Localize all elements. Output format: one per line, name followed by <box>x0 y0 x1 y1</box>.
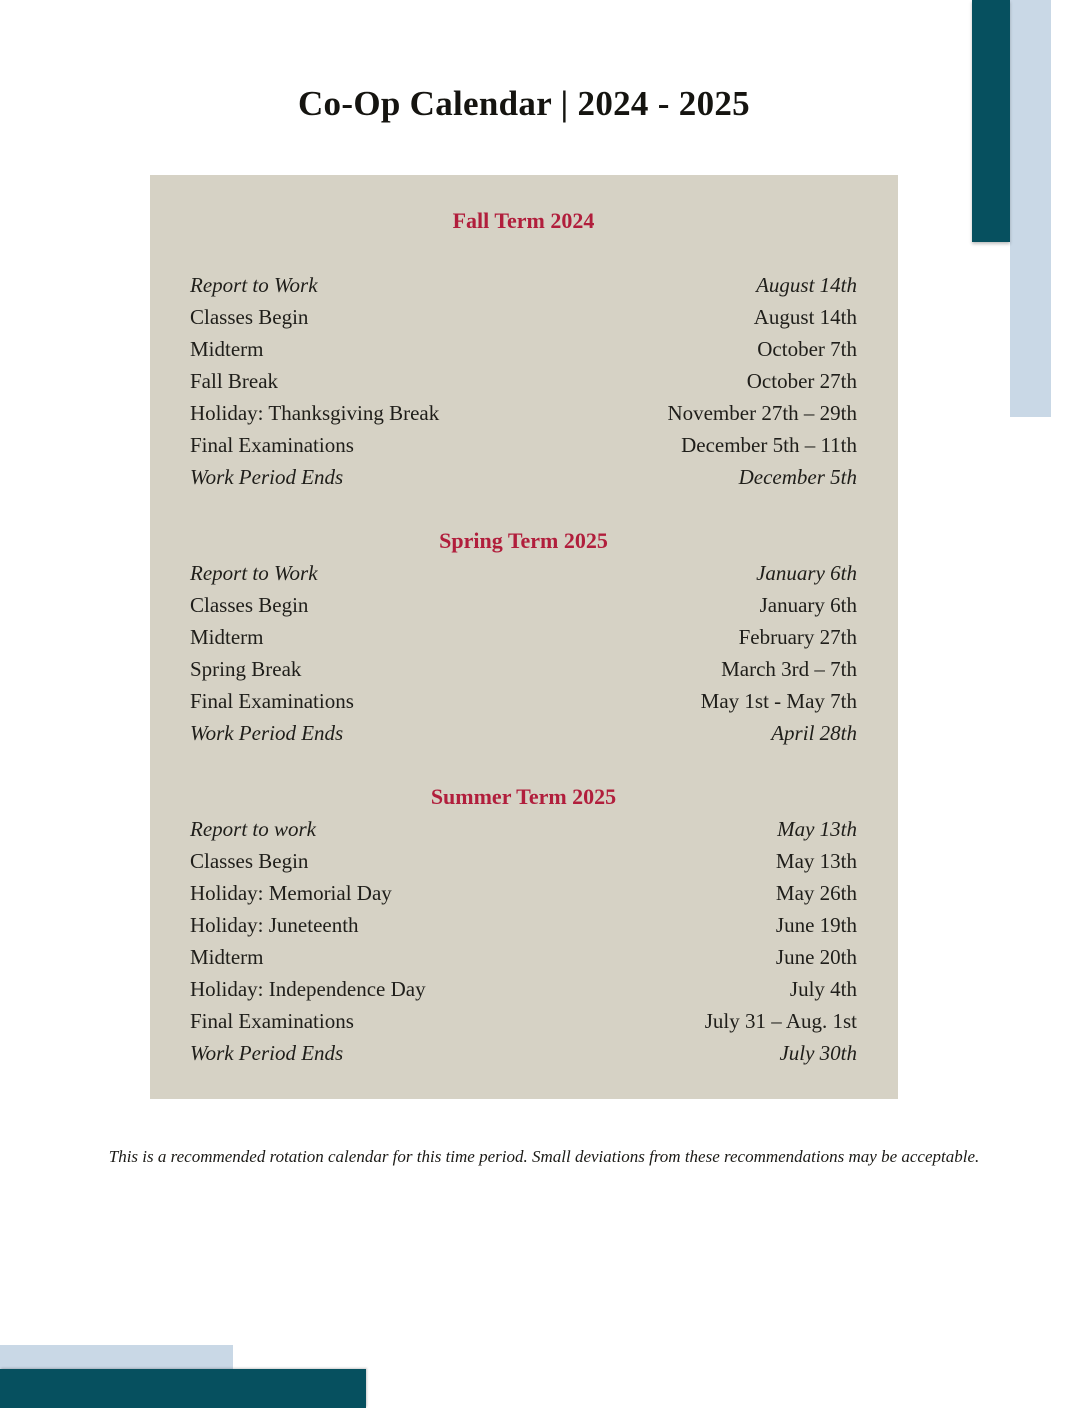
event-row <box>190 621 857 653</box>
term-rows <box>190 557 857 749</box>
event-label: Holiday: Independence Day <box>190 977 426 1001</box>
event-date: January 6th <box>756 561 857 585</box>
event-date: January 6th <box>759 593 857 617</box>
event-label: Midterm <box>190 337 264 361</box>
top-right-teal-bar <box>972 0 1010 242</box>
event-date: February 27th <box>738 625 857 649</box>
page-title: Co-Op Calendar | 2024 - 2025 <box>297 84 750 123</box>
bottom-left-teal-bar <box>0 1369 366 1408</box>
event-date: November 27th – 29th <box>667 401 857 425</box>
footnote: This is a recommended rotation calendar for this time period. Small deviations from these recommendations may be acceptable. <box>108 1147 980 1166</box>
event-date: June 20th <box>775 945 857 969</box>
event-date: October 27th <box>746 369 857 393</box>
event-row <box>190 973 857 1005</box>
event-label: Spring Break <box>190 657 302 681</box>
event-date: December 5th – 11th <box>681 433 857 457</box>
event-date: May 13th <box>775 849 857 873</box>
event-row <box>190 461 857 493</box>
event-label: Report to Work <box>190 561 318 585</box>
event-date: August 14th <box>753 305 857 329</box>
event-label: Work Period Ends <box>190 465 344 489</box>
event-date: July 4th <box>789 977 857 1001</box>
event-label: Classes Begin <box>190 305 309 329</box>
term-heading: Spring Term 2025 <box>439 528 608 553</box>
event-label: Classes Begin <box>190 593 309 617</box>
event-label: Fall Break <box>190 369 279 393</box>
event-label: Final Examinations <box>190 689 354 713</box>
term-rows <box>190 813 857 1069</box>
event-row <box>190 813 857 845</box>
term-heading: Summer Term 2025 <box>430 784 617 809</box>
event-row <box>190 717 857 749</box>
event-date: August 14th <box>756 273 857 297</box>
calendar-panel <box>150 175 898 1099</box>
event-label: Final Examinations <box>190 433 354 457</box>
event-date: July 31 – Aug. 1st <box>704 1009 857 1033</box>
event-label: Report to Work <box>190 273 318 297</box>
event-date: May 26th <box>775 881 857 905</box>
event-row <box>190 557 857 589</box>
event-date: May 1st - May 7th <box>700 689 857 713</box>
event-row <box>190 269 857 301</box>
event-label: Holiday: Memorial Day <box>190 881 392 905</box>
event-row <box>190 685 857 717</box>
event-label: Work Period Ends <box>190 1041 344 1065</box>
term-heading: Fall Term 2024 <box>452 208 595 233</box>
event-row <box>190 941 857 973</box>
event-row <box>190 909 857 941</box>
event-row <box>190 365 857 397</box>
event-label: Holiday: Juneteenth <box>190 913 359 937</box>
event-label: Work Period Ends <box>190 721 344 745</box>
term-rows <box>190 269 857 493</box>
term-section-fall-term-2024 <box>190 205 857 493</box>
event-label: Midterm <box>190 945 264 969</box>
event-row <box>190 589 857 621</box>
event-date: June 19th <box>775 913 857 937</box>
event-date: May 13th <box>777 817 857 841</box>
event-date: October 7th <box>757 337 857 361</box>
event-label: Holiday: Thanksgiving Break <box>190 401 440 425</box>
event-label: Classes Begin <box>190 849 309 873</box>
event-date: March 3rd – 7th <box>721 657 857 681</box>
term-section-summer-term-2025 <box>190 781 857 1069</box>
event-label: Final Examinations <box>190 1009 354 1033</box>
term-section-spring-term-2025 <box>190 525 857 749</box>
event-label: Report to work <box>190 817 316 841</box>
event-row <box>190 301 857 333</box>
bottom-left-light-blue-bar <box>0 1345 233 1369</box>
event-row <box>190 1037 857 1069</box>
event-row <box>190 1005 857 1037</box>
event-row <box>190 333 857 365</box>
event-row <box>190 397 857 429</box>
event-date: April 28th <box>771 721 857 745</box>
event-row <box>190 429 857 461</box>
event-date: December 5th <box>738 465 857 489</box>
top-right-light-blue-bar <box>1010 0 1051 417</box>
event-row <box>190 653 857 685</box>
event-row <box>190 877 857 909</box>
event-label: Midterm <box>190 625 264 649</box>
event-row <box>190 845 857 877</box>
event-date: July 30th <box>779 1041 857 1065</box>
